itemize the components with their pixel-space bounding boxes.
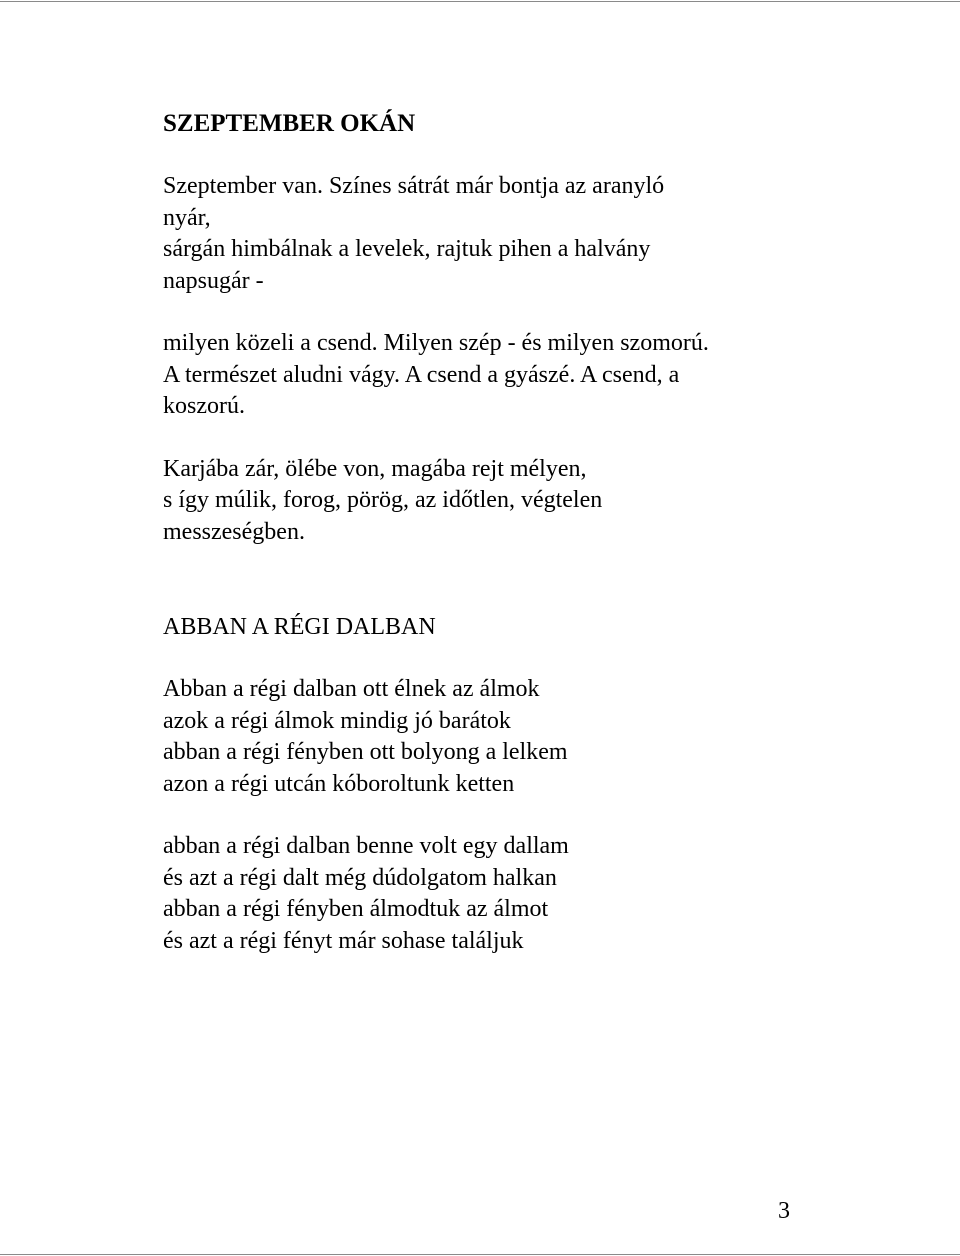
bottom-border [0, 1254, 960, 1255]
verse-line: abban a régi fényben álmodtuk az álmot [163, 896, 549, 922]
poem-abban-a-regi-dalban [163, 611, 803, 957]
poem-title: ABBAN A RÉGI DALBAN [163, 614, 436, 640]
verse-line: messzeségben. [163, 518, 305, 545]
verse-line: azon a régi utcán kóboroltunk ketten [163, 770, 515, 797]
verse-line: koszorú. [163, 393, 245, 419]
verse-line: A természet aludni vágy. A csend a gyászé. A csend, a [163, 361, 680, 388]
poem-szeptember-okan [163, 108, 803, 548]
verse-line: abban a régi dalban benne volt egy dallam [163, 833, 569, 859]
page-number: 3 [778, 1198, 790, 1224]
verse-line: Abban a régi dalban ott élnek az álmok [163, 676, 540, 702]
verse-line: abban a régi fényben ott bolyong a lelkem [163, 739, 568, 765]
verse-line: nyár, [163, 204, 211, 231]
stanza [163, 171, 803, 297]
stanza [163, 674, 803, 800]
verse-line: milyen közeli a csend. Milyen szép - és milyen szomorú. [163, 330, 709, 356]
stanza [163, 831, 803, 957]
verse-line: Karjába zár, ölébe von, magába rejt mélyen, [163, 455, 587, 482]
verse-line: s így múlik, forog, pörög, az időtlen, végtelen [163, 487, 603, 513]
top-border [0, 1, 960, 2]
stanza [163, 454, 803, 549]
page-content [163, 108, 803, 957]
verse-line: sárgán himbálnak a levelek, rajtuk pihen a halvány [163, 236, 651, 262]
poem-title: SZEPTEMBER OKÁN [163, 110, 416, 137]
stanza [163, 328, 803, 423]
verse-line: és azt a régi fényt már sohase találjuk [163, 927, 524, 954]
verse-line: Szeptember van. Színes sátrát már bontja az aranyló [163, 173, 665, 199]
verse-line: napsugár - [163, 267, 264, 294]
verse-line: azok a régi álmok mindig jó barátok [163, 707, 511, 734]
verse-line: és azt a régi dalt még dúdolgatom halkan [163, 864, 557, 891]
